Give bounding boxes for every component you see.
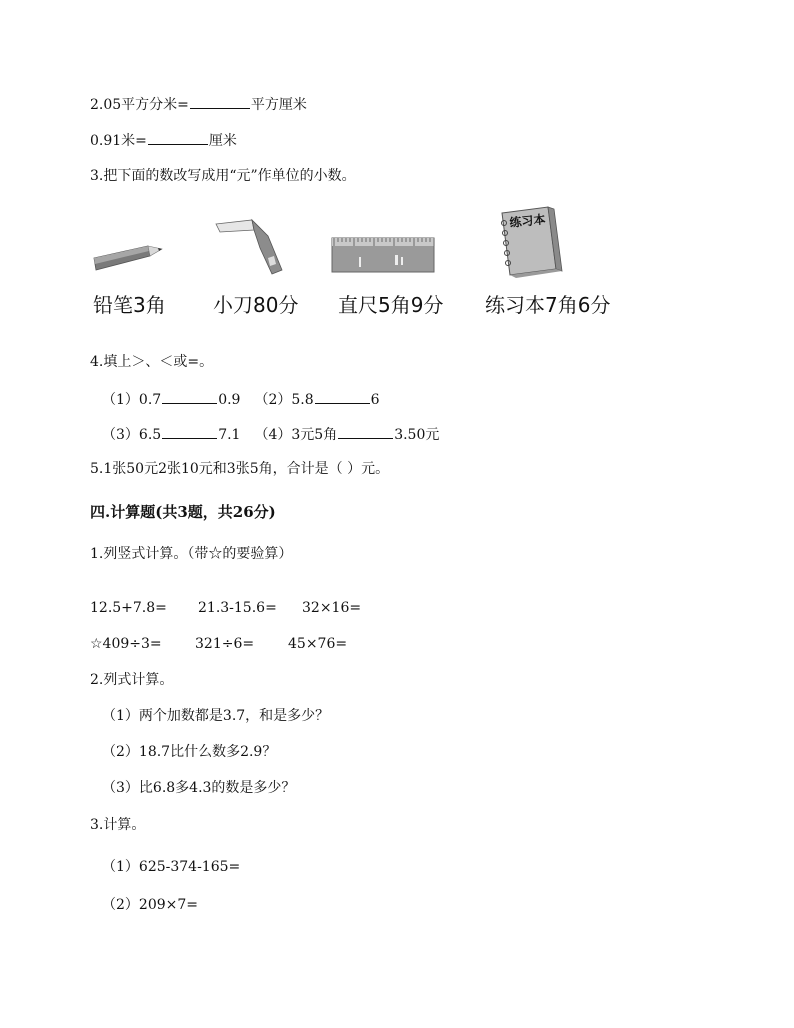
compare-left: 5.8 <box>291 392 314 408</box>
calc-1-title: 1.列竖式计算。（带☆的要验算） <box>90 546 293 562</box>
conversion-prefix: 0.91米= <box>90 133 147 149</box>
calc-expression: ☆409÷3= <box>90 636 162 652</box>
conversion-line-2 <box>90 130 237 150</box>
compare-row-2 <box>102 424 439 444</box>
answer-blank[interactable] <box>190 94 250 109</box>
compare-left: 3元5角 <box>291 427 338 443</box>
item-number: （3） <box>102 427 139 443</box>
item-number: （2） <box>254 392 292 408</box>
calc-expression: 45×76= <box>288 636 348 652</box>
knife-caption: 小刀80分 <box>213 293 299 317</box>
notebook-caption: 练习本7角6分 <box>485 293 611 317</box>
compare-right: 6 <box>370 392 380 408</box>
answer-blank[interactable] <box>338 424 393 439</box>
calc-expression: 21.3-15.6= <box>198 600 277 616</box>
item-number: （4） <box>254 427 292 443</box>
ruler-icon <box>331 237 435 273</box>
calc-expression: 32×16= <box>302 600 362 616</box>
compare-right: 0.9 <box>218 392 241 408</box>
conversion-suffix: 平方厘米 <box>250 97 307 113</box>
compare-right: 7.1 <box>218 427 241 443</box>
calc-2-title: 2.列式计算。 <box>90 672 174 688</box>
compare-left: 0.7 <box>138 392 162 408</box>
compare-right: 3.50元 <box>394 427 440 443</box>
compare-left: 6.5 <box>138 427 162 443</box>
word-problem: （1）两个加数都是3.7，和是多少？ <box>102 708 330 724</box>
conversion-prefix: 2.05平方分米= <box>90 97 189 113</box>
calc-3-title: 3.计算。 <box>90 817 146 833</box>
answer-blank[interactable] <box>148 130 208 145</box>
section-4-title: 四.计算题(共3题，共26分) <box>90 503 276 521</box>
calc-expression: （2）209×7= <box>102 897 198 913</box>
pencil-caption: 铅笔3角 <box>93 293 166 317</box>
answer-blank[interactable] <box>315 389 370 404</box>
word-problem: （2）18.7比什么数多2.9？ <box>102 744 277 760</box>
item-number: （1） <box>102 392 139 408</box>
conversion-suffix: 厘米 <box>208 133 237 149</box>
question-4-title: 4.填上＞、＜或=。 <box>90 354 214 370</box>
conversion-line-1 <box>90 94 307 114</box>
ruler-caption: 直尺5角9分 <box>338 293 444 317</box>
notebook-cover-text: 练习本 <box>508 212 547 230</box>
calc-expression: 12.5+7.8= <box>90 600 167 616</box>
answer-blank[interactable] <box>162 389 217 404</box>
notebook-icon <box>492 203 564 279</box>
word-problem: （3）比6.8多4.3的数是多少？ <box>102 780 296 796</box>
pencil-icon <box>92 238 166 278</box>
question-5: 5.1张50元2张10元和3张5角，合计是（ ）元。 <box>90 461 390 477</box>
calc-expression: （1）625-374-165= <box>102 859 241 875</box>
knife-icon <box>212 218 286 278</box>
question-3-title: 3.把下面的数改写成用“元”作单位的小数。 <box>90 168 356 184</box>
compare-row-1 <box>102 389 380 409</box>
calc-expression: 321÷6= <box>195 636 255 652</box>
answer-blank[interactable] <box>162 424 217 439</box>
